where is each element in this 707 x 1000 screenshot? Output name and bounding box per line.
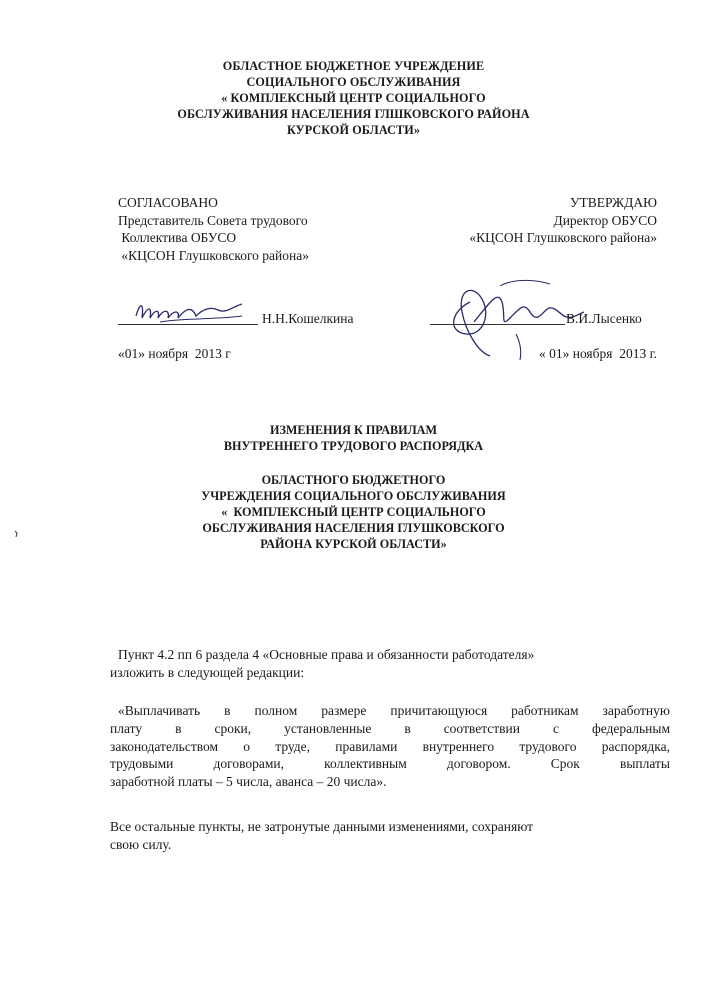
agreed-block xyxy=(118,194,309,264)
amendment-text xyxy=(110,702,670,791)
document-org-line: ОБЛАСТНОГО БЮДЖЕТНОГО xyxy=(261,473,446,487)
document-org-line: УЧРЕЖДЕНИЯ СОЦИАЛЬНОГО ОБСЛУЖИВАНИЯ xyxy=(201,489,506,503)
approved-heading: УТВЕРЖДАЮ xyxy=(569,195,657,210)
document-org-line: « КОМПЛЕКСНЫЙ ЦЕНТР СОЦИАЛЬНОГО xyxy=(221,505,486,519)
amendment-intro xyxy=(110,646,670,682)
document-organization xyxy=(0,472,707,552)
agreed-date: «01» ноября 2013 г xyxy=(118,346,231,361)
intro-line: Пункт 4.2 пп 6 раздела 4 «Основные права и обязанности работодателя» xyxy=(118,647,535,662)
amendment-line: «Выплачивать в полном размере причитающуюся работникам заработную xyxy=(118,703,670,718)
org-header-line: ОБСЛУЖИВАНИЯ НАСЕЛЕНИЯ ГЛШКОВСКОГО РАЙОНА xyxy=(177,107,530,121)
org-header-line: СОЦИАЛЬНОГО ОБСЛУЖИВАНИЯ xyxy=(246,75,461,89)
amendment-line: плату в сроки, установленные в соответствии с федеральным xyxy=(110,720,670,736)
approved-line: Директор ОБУСО xyxy=(553,212,657,228)
amendment-line: трудовыми договорами, коллективным договором. Срок выплаты xyxy=(110,756,670,772)
amendment-line: законодательством о труде, правилами внутреннего трудового распорядка, xyxy=(110,738,670,754)
document-title xyxy=(0,422,707,454)
scan-speck xyxy=(14,531,18,537)
organization-header xyxy=(0,58,707,138)
agreed-heading: СОГЛАСОВАНО xyxy=(118,195,218,210)
org-header-line: КУРСКОЙ ОБЛАСТИ» xyxy=(286,123,421,137)
approved-date: « 01» ноября 2013 г. xyxy=(538,346,657,361)
signature-line-right xyxy=(430,324,565,325)
document-org-line: РАЙОНА КУРСКОЙ ОБЛАСТИ» xyxy=(260,537,447,551)
org-header-line: « КОМПЛЕКСНЫЙ ЦЕНТР СОЦИАЛЬНОГО xyxy=(221,91,486,105)
approved-block xyxy=(469,194,657,247)
agreed-line: Коллектива ОБУСО xyxy=(118,230,237,245)
approved-line: «КЦСОН Глушковского района» xyxy=(469,230,657,245)
intro-line: изложить в следующей редакции: xyxy=(110,664,305,680)
org-header-line: ОБЛАСТНОЕ БЮДЖЕТНОЕ УЧРЕЖДЕНИЕ xyxy=(222,59,485,73)
agreed-line: Представитель Совета трудового xyxy=(118,212,308,228)
signer-name-left: Н.Н.Кошелкина xyxy=(262,311,354,326)
signer-name-right: В.И.Лысенко xyxy=(566,311,642,326)
amendment-line: заработной платы – 5 числа, аванса – 20 числа». xyxy=(110,774,387,790)
closing-line: Все остальные пункты, не затронутые данными изменениями, сохраняют xyxy=(110,819,534,834)
signature-line-left xyxy=(118,324,258,325)
document-title-line: ВНУТРЕННЕГО ТРУДОВОГО РАСПОРЯДКА xyxy=(223,439,484,453)
agreed-line: «КЦСОН Глушковского района» xyxy=(118,247,309,263)
closing-line: свою силу. xyxy=(110,836,172,852)
closing-paragraph xyxy=(110,818,630,854)
document-org-line: ОБСЛУЖИВАНИЯ НАСЕЛЕНИЯ ГЛУШКОВСКОГО xyxy=(202,521,505,535)
document-title-line: ИЗМЕНЕНИЯ К ПРАВИЛАМ xyxy=(269,423,437,437)
